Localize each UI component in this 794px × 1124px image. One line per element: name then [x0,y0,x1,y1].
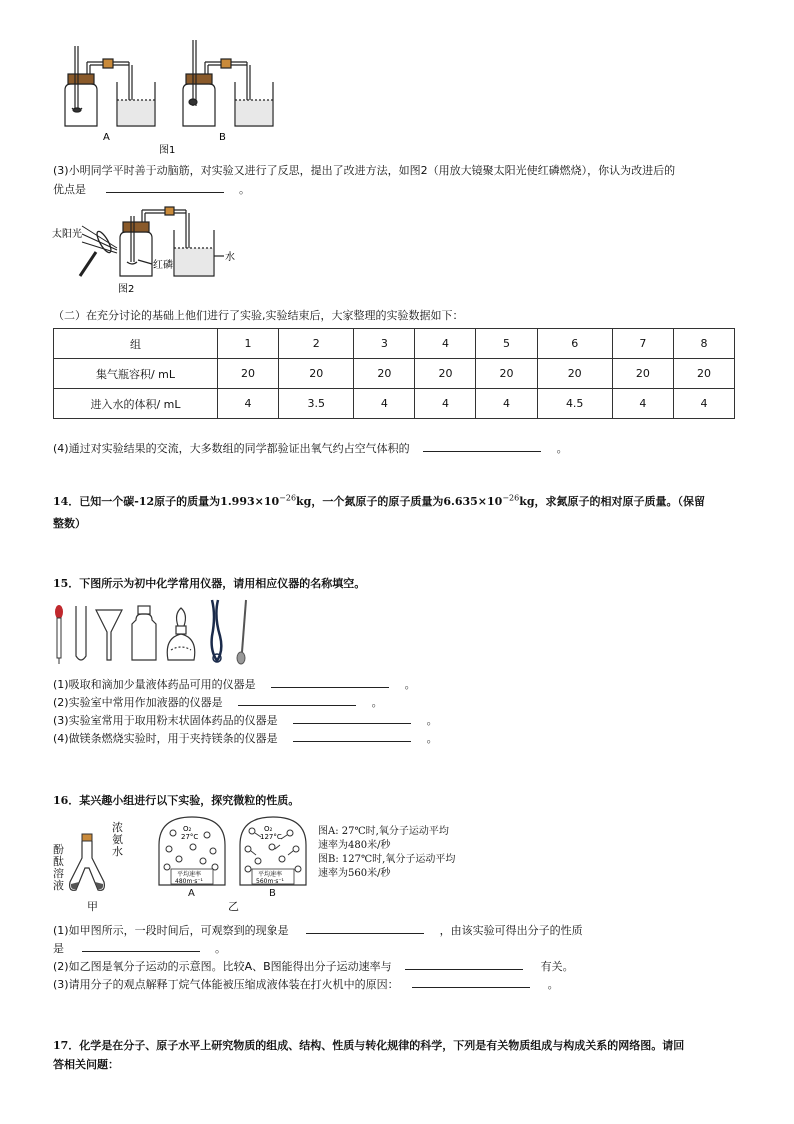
table-cell: 3 [354,329,415,359]
table-cell: 20 [476,359,537,389]
reagent-bottle-icon [132,606,156,660]
table-row [54,389,735,419]
table-cell: 3.5 [279,389,354,419]
q15-item-3-text: (3)实验室常用于取用粉末状固体药品的仪器是 [53,714,278,727]
dome-a-speed-label: 平均速率 [177,871,202,878]
table-cell: 4 [612,389,673,419]
figure-2 [52,200,252,300]
fig2-sunlight-label: 太阳光 [52,229,82,240]
sun-rays [82,226,117,253]
table-cell: 20 [612,359,673,389]
table-row [54,359,735,389]
q3-end: 。 [239,183,250,196]
q16-desc-line: 速率为480米/秒 [318,840,391,851]
magnifier [80,230,113,276]
q16-s1c-end: 。 [215,942,226,955]
q16-title: 16．某兴趣小组进行以下实验，探究微粒的性质。 [53,794,300,807]
q14-line2: 整数） [53,517,86,530]
dropper-icon [55,605,63,664]
table-row-label: 集气瓶容积/ mL [54,359,218,389]
q16-s3 [53,976,559,992]
fig2-phosphorus-label: 红磷 [153,260,173,271]
q16-s3-end: 。 [547,978,559,991]
apparatus-a [65,46,155,126]
q15-item-2-text: (2)实验室中常用作加液器的仪器是 [53,696,223,709]
q15-item-2-end: 。 [371,696,383,709]
table-cell: 1 [218,329,279,359]
q16-s1c [53,940,226,956]
q16-s1c-text: 是 [53,942,64,955]
table-cell: 20 [415,359,476,389]
table-cell: 20 [279,359,354,389]
funnel-icon [96,610,122,660]
q4-end: 。 [556,442,568,455]
q16-s2-blank[interactable] [405,959,523,970]
q15-item-1-text: (1)吸取和滴加少量液体药品可用的仪器是 [53,678,256,691]
q17-line1: 17．化学是在分子、原子水平上研究物质的组成、结构、性质与转化规律的科学，下列是有关物质组成与构成关系的网络图。请回 [53,1039,685,1052]
table-cell: 20 [673,359,734,389]
table-header-row [54,329,735,359]
table-cell: 20 [537,359,612,389]
table-cell: 4 [415,389,476,419]
q16-desc-line: 速率为560米/秒 [318,868,391,879]
instruments-figure [50,596,260,668]
q15-title: 15．下图所示为初中化学常用仪器，请用相应仪器的名称填空。 [53,577,366,590]
q16-right-label: 浓氨水 [112,821,123,858]
q15-item-4 [53,730,438,746]
q4-answer-blank[interactable] [423,441,541,452]
q16-s2-text: (2)如乙图是氧分子运动的示意图。比较A、B图能得出分子运动速率与 [53,960,392,973]
fig1-label-b: B [219,132,226,143]
table-cell: 4 [415,329,476,359]
q15-item-1-end: 。 [404,678,416,691]
table-cell: 20 [218,359,279,389]
q14-part2: kg，一个氮原子的原子质量为6.635×10 [296,495,503,508]
q3-line2-text: 优点是 [53,183,86,196]
table-row-label: 进入水的体积/ mL [54,389,218,419]
dome-b-letter: B [269,888,276,899]
part2-intro: （二）在充分讨论的基础上他们进行了实验,实验结束后，大家整理的实验数据如下： [53,309,464,322]
q14-part1: 14．已知一个碳-12原子的质量为1.993×10 [53,495,280,508]
table-cell: 4 [673,389,734,419]
table-header-label: 组 [54,329,218,359]
q15-item-3-blank[interactable] [293,713,411,724]
dome-b-temp: 127°C [260,833,282,841]
dome-a-temp: 27°C [181,833,199,841]
table-cell: 4 [476,389,537,419]
q16-jia-label: 甲 [87,900,98,913]
fig1-caption: 图1 [159,145,176,156]
dome-b-speed-label: 平均速率 [258,871,283,878]
q3-line2 [53,181,250,197]
q15-item-4-blank[interactable] [293,731,411,742]
table-cell: 4 [354,389,415,419]
q16-s1 [53,922,583,938]
alcohol-lamp-icon [167,608,195,660]
q15-item-1 [53,676,416,692]
q15-item-4-end: 。 [426,732,438,745]
q16-desc-line: 图B: 127℃时,氧分子运动平均 [318,854,456,865]
q15-item-2 [53,694,383,710]
fig2-water-label: 水 [225,252,235,263]
q16-s1-text: (1)如甲图所示，一段时间后，可观察到的现象是 [53,924,289,937]
q15-item-2-blank[interactable] [238,695,356,706]
dome-a-letter: A [188,888,195,899]
q14-part3: kg，求氮原子的相对原子质量。（保留 [519,495,706,508]
fig1-label-a: A [103,132,110,143]
q3-answer-blank[interactable] [106,182,224,193]
q16-s3-text: (3)请用分子的观点解释丁烷气体能被压缩成液体装在打火机中的原因： [53,978,399,991]
q4-text: (4)通过对实验结果的交流，大多数组的同学都验证出氧气约占空气体积的 [53,442,410,455]
dome-b-gas: O₂ [264,825,273,833]
q3-line1: (3)小明同学平时善于动脑筋，对实验又进行了反思，提出了改进方法，如图2（用放大镜聚太阳光使红磷燃烧），你认为改进后的 [53,164,676,177]
q16-left-label: 酚酞溶液 [53,843,64,892]
dome-b-figure [236,813,310,889]
q16-s3-blank[interactable] [412,977,530,988]
experiment-data-table [53,328,735,419]
y-tube-figure [66,832,110,902]
table-cell: 4.5 [537,389,612,419]
q16-description [318,825,455,881]
table-cell: 6 [537,329,612,359]
q16-s1b-text: ，由该实验可得出分子的性质 [439,924,583,937]
dome-b-speed: 560m·s⁻¹ [256,878,284,885]
figure-1 [55,38,285,158]
q15-item-1-blank[interactable] [271,677,389,688]
q16-yi-label: 乙 [228,900,239,913]
table-cell: 7 [612,329,673,359]
table-cell: 2 [279,329,354,359]
test-tube-icon [76,606,86,660]
table-cell: 4 [218,389,279,419]
table-cell: 5 [476,329,537,359]
q14-exp1: −26 [279,493,297,503]
dome-a-figure [155,813,229,889]
q14-line1 [53,493,705,509]
table-cell: 20 [354,359,415,389]
dome-a-speed: 480m·s⁻¹ [175,878,203,885]
dome-a-gas: O₂ [183,825,192,833]
q15-item-3-end: 。 [426,714,438,727]
q16-s1-blank[interactable] [306,923,424,934]
q15-item-3 [53,712,438,728]
q16-s2 [53,958,574,974]
q16-desc-line: 图A: 27℃时,氧分子运动平均 [318,826,449,837]
q14-exp2: −26 [502,493,520,503]
fig2-caption: 图2 [118,284,135,295]
apparatus-b [183,40,273,126]
q17-line2: 答相关问题： [53,1058,119,1071]
q15-item-4-text: (4)做镁条燃烧实验时，用于夹持镁条的仪器是 [53,732,278,745]
q16-s1c-blank[interactable] [82,941,200,952]
q4-line [53,440,568,456]
table-cell: 8 [673,329,734,359]
q16-s2b-text: 有关。 [540,960,574,973]
crucible-tongs-icon [212,600,222,662]
medicine-spoon-icon [237,600,246,664]
